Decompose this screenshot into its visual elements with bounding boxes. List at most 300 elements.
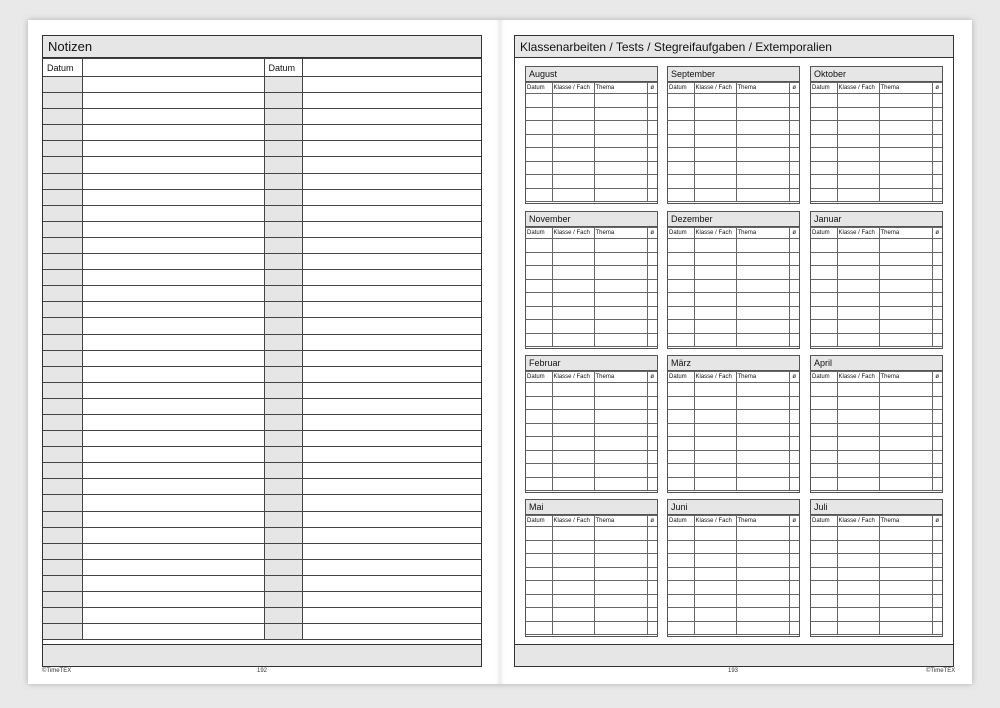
month-cell[interactable] — [647, 621, 657, 635]
month-cell[interactable] — [647, 188, 657, 202]
month-cell[interactable] — [526, 320, 552, 334]
notes-text-cell[interactable] — [302, 318, 481, 334]
notes-text-cell[interactable] — [302, 93, 481, 109]
notes-date-cell[interactable] — [264, 189, 302, 205]
notes-text-cell[interactable] — [82, 366, 264, 382]
notes-text-cell[interactable] — [302, 511, 481, 527]
month-cell[interactable] — [668, 266, 694, 280]
month-cell[interactable] — [811, 554, 837, 568]
month-cell[interactable] — [526, 423, 552, 437]
month-cell[interactable] — [811, 450, 837, 464]
notes-text-cell[interactable] — [302, 608, 481, 624]
notes-text-cell[interactable] — [82, 205, 264, 221]
month-cell[interactable] — [932, 239, 942, 253]
month-cell[interactable] — [932, 383, 942, 397]
notes-date-cell[interactable] — [43, 77, 82, 93]
month-cell[interactable] — [932, 306, 942, 320]
month-cell[interactable] — [594, 594, 647, 608]
notes-date-cell[interactable] — [264, 431, 302, 447]
notes-date-cell[interactable] — [264, 77, 302, 93]
month-cell[interactable] — [647, 94, 657, 108]
notes-text-cell[interactable] — [82, 141, 264, 157]
month-cell[interactable] — [647, 477, 657, 491]
month-cell[interactable] — [789, 477, 799, 491]
month-cell[interactable] — [932, 464, 942, 478]
notes-text-cell[interactable] — [302, 270, 481, 286]
month-cell[interactable] — [879, 320, 932, 334]
month-cell[interactable] — [594, 107, 647, 121]
month-cell[interactable] — [552, 554, 594, 568]
month-cell[interactable] — [811, 252, 837, 266]
notes-text-cell[interactable] — [82, 447, 264, 463]
month-cell[interactable] — [879, 266, 932, 280]
month-cell[interactable] — [526, 410, 552, 424]
notes-date-cell[interactable] — [264, 608, 302, 624]
month-cell[interactable] — [647, 540, 657, 554]
month-cell[interactable] — [594, 293, 647, 307]
notes-date-cell[interactable] — [43, 318, 82, 334]
month-cell[interactable] — [932, 279, 942, 293]
notes-text-cell[interactable] — [82, 575, 264, 591]
month-cell[interactable] — [694, 134, 736, 148]
notes-date-cell[interactable] — [43, 237, 82, 253]
month-cell[interactable] — [932, 107, 942, 121]
month-cell[interactable] — [879, 527, 932, 541]
notes-text-cell[interactable] — [82, 221, 264, 237]
month-cell[interactable] — [647, 608, 657, 622]
notes-date-cell[interactable] — [264, 109, 302, 125]
month-cell[interactable] — [668, 437, 694, 451]
notes-text-cell[interactable] — [82, 334, 264, 350]
month-cell[interactable] — [837, 320, 879, 334]
month-cell[interactable] — [811, 621, 837, 635]
month-cell[interactable] — [647, 581, 657, 595]
month-cell[interactable] — [811, 477, 837, 491]
month-cell[interactable] — [932, 527, 942, 541]
month-cell[interactable] — [736, 293, 789, 307]
month-cell[interactable] — [736, 107, 789, 121]
month-cell[interactable] — [837, 94, 879, 108]
month-cell[interactable] — [526, 293, 552, 307]
notes-date-cell[interactable] — [43, 559, 82, 575]
month-cell[interactable] — [668, 450, 694, 464]
month-cell[interactable] — [879, 581, 932, 595]
notes-date-cell[interactable] — [43, 366, 82, 382]
notes-date-cell[interactable] — [43, 414, 82, 430]
month-cell[interactable] — [879, 554, 932, 568]
month-cell[interactable] — [668, 148, 694, 162]
month-cell[interactable] — [526, 527, 552, 541]
notes-text-cell[interactable] — [302, 559, 481, 575]
notes-date-cell[interactable] — [264, 350, 302, 366]
month-cell[interactable] — [647, 266, 657, 280]
month-cell[interactable] — [879, 594, 932, 608]
month-cell[interactable] — [837, 333, 879, 347]
month-cell[interactable] — [647, 121, 657, 135]
notes-date-cell[interactable] — [264, 173, 302, 189]
month-cell[interactable] — [668, 134, 694, 148]
notes-date-cell[interactable] — [264, 527, 302, 543]
month-cell[interactable] — [736, 175, 789, 189]
month-cell[interactable] — [811, 437, 837, 451]
month-cell[interactable] — [594, 621, 647, 635]
month-cell[interactable] — [837, 306, 879, 320]
month-cell[interactable] — [837, 279, 879, 293]
month-cell[interactable] — [932, 396, 942, 410]
month-cell[interactable] — [736, 423, 789, 437]
notes-date-cell[interactable] — [43, 173, 82, 189]
month-cell[interactable] — [789, 148, 799, 162]
notes-date-cell[interactable] — [43, 398, 82, 414]
month-cell[interactable] — [879, 148, 932, 162]
notes-date-cell[interactable] — [264, 157, 302, 173]
month-cell[interactable] — [932, 148, 942, 162]
month-cell[interactable] — [736, 464, 789, 478]
month-cell[interactable] — [668, 464, 694, 478]
month-cell[interactable] — [594, 306, 647, 320]
notes-date-cell[interactable] — [43, 254, 82, 270]
notes-date-cell[interactable] — [43, 624, 82, 640]
notes-text-cell[interactable] — [82, 286, 264, 302]
month-cell[interactable] — [789, 464, 799, 478]
notes-date-cell[interactable] — [43, 608, 82, 624]
notes-date-cell[interactable] — [43, 495, 82, 511]
month-cell[interactable] — [837, 266, 879, 280]
month-cell[interactable] — [837, 437, 879, 451]
notes-text-cell[interactable] — [302, 141, 481, 157]
month-cell[interactable] — [668, 320, 694, 334]
month-cell[interactable] — [594, 464, 647, 478]
month-cell[interactable] — [668, 396, 694, 410]
month-cell[interactable] — [552, 594, 594, 608]
month-cell[interactable] — [811, 333, 837, 347]
month-cell[interactable] — [594, 266, 647, 280]
month-cell[interactable] — [811, 148, 837, 162]
month-cell[interactable] — [647, 306, 657, 320]
month-cell[interactable] — [837, 423, 879, 437]
month-cell[interactable] — [594, 383, 647, 397]
month-cell[interactable] — [647, 239, 657, 253]
notes-date-cell[interactable] — [264, 334, 302, 350]
month-cell[interactable] — [694, 252, 736, 266]
notes-date-cell[interactable] — [43, 205, 82, 221]
month-cell[interactable] — [789, 94, 799, 108]
month-cell[interactable] — [811, 423, 837, 437]
month-cell[interactable] — [594, 450, 647, 464]
month-cell[interactable] — [647, 437, 657, 451]
month-cell[interactable] — [736, 581, 789, 595]
month-cell[interactable] — [837, 540, 879, 554]
month-cell[interactable] — [789, 527, 799, 541]
month-cell[interactable] — [789, 320, 799, 334]
month-cell[interactable] — [526, 450, 552, 464]
month-cell[interactable] — [647, 396, 657, 410]
notes-date-cell[interactable] — [264, 93, 302, 109]
month-cell[interactable] — [526, 477, 552, 491]
month-cell[interactable] — [811, 383, 837, 397]
month-cell[interactable] — [736, 239, 789, 253]
month-cell[interactable] — [932, 567, 942, 581]
notes-text-cell[interactable] — [82, 527, 264, 543]
month-cell[interactable] — [811, 320, 837, 334]
month-cell[interactable] — [647, 279, 657, 293]
notes-text-cell[interactable] — [82, 302, 264, 318]
month-cell[interactable] — [668, 121, 694, 135]
month-cell[interactable] — [526, 134, 552, 148]
month-cell[interactable] — [647, 252, 657, 266]
month-cell[interactable] — [811, 608, 837, 622]
month-cell[interactable] — [594, 239, 647, 253]
month-cell[interactable] — [811, 594, 837, 608]
notes-date-cell[interactable] — [43, 527, 82, 543]
month-cell[interactable] — [837, 581, 879, 595]
month-cell[interactable] — [811, 107, 837, 121]
month-cell[interactable] — [694, 437, 736, 451]
month-cell[interactable] — [594, 252, 647, 266]
notes-text-cell[interactable] — [82, 157, 264, 173]
month-cell[interactable] — [552, 477, 594, 491]
month-cell[interactable] — [668, 567, 694, 581]
month-cell[interactable] — [668, 188, 694, 202]
month-cell[interactable] — [647, 527, 657, 541]
notes-date-cell[interactable] — [43, 93, 82, 109]
notes-date-cell[interactable] — [43, 431, 82, 447]
month-cell[interactable] — [594, 423, 647, 437]
notes-text-cell[interactable] — [302, 189, 481, 205]
month-cell[interactable] — [552, 188, 594, 202]
month-cell[interactable] — [837, 175, 879, 189]
notes-text-cell[interactable] — [82, 479, 264, 495]
month-cell[interactable] — [932, 293, 942, 307]
notes-text-cell[interactable] — [302, 366, 481, 382]
month-cell[interactable] — [811, 266, 837, 280]
notes-date-cell[interactable] — [264, 624, 302, 640]
month-cell[interactable] — [526, 396, 552, 410]
month-cell[interactable] — [736, 121, 789, 135]
month-cell[interactable] — [668, 540, 694, 554]
month-cell[interactable] — [837, 567, 879, 581]
month-cell[interactable] — [811, 239, 837, 253]
month-cell[interactable] — [932, 437, 942, 451]
month-cell[interactable] — [736, 450, 789, 464]
month-cell[interactable] — [594, 320, 647, 334]
notes-text-cell[interactable] — [302, 575, 481, 591]
month-cell[interactable] — [694, 188, 736, 202]
month-cell[interactable] — [694, 464, 736, 478]
month-cell[interactable] — [694, 175, 736, 189]
month-cell[interactable] — [879, 608, 932, 622]
month-cell[interactable] — [879, 293, 932, 307]
month-cell[interactable] — [594, 279, 647, 293]
month-cell[interactable] — [811, 396, 837, 410]
month-cell[interactable] — [552, 437, 594, 451]
notes-text-cell[interactable] — [82, 77, 264, 93]
month-cell[interactable] — [594, 540, 647, 554]
month-cell[interactable] — [736, 527, 789, 541]
month-cell[interactable] — [668, 252, 694, 266]
notes-text-cell[interactable] — [82, 109, 264, 125]
month-cell[interactable] — [552, 621, 594, 635]
notes-date-cell[interactable] — [43, 350, 82, 366]
month-cell[interactable] — [694, 477, 736, 491]
month-cell[interactable] — [668, 161, 694, 175]
notes-text-cell[interactable] — [302, 125, 481, 141]
month-cell[interactable] — [736, 188, 789, 202]
month-cell[interactable] — [789, 437, 799, 451]
month-cell[interactable] — [694, 107, 736, 121]
month-cell[interactable] — [526, 279, 552, 293]
notes-text-cell[interactable] — [302, 334, 481, 350]
month-cell[interactable] — [694, 608, 736, 622]
month-cell[interactable] — [789, 554, 799, 568]
month-cell[interactable] — [932, 581, 942, 595]
month-cell[interactable] — [526, 239, 552, 253]
month-cell[interactable] — [879, 540, 932, 554]
month-cell[interactable] — [789, 161, 799, 175]
month-cell[interactable] — [647, 464, 657, 478]
notes-text-cell[interactable] — [82, 559, 264, 575]
month-cell[interactable] — [647, 107, 657, 121]
month-cell[interactable] — [526, 94, 552, 108]
month-cell[interactable] — [811, 94, 837, 108]
month-cell[interactable] — [837, 608, 879, 622]
month-cell[interactable] — [837, 396, 879, 410]
month-cell[interactable] — [837, 383, 879, 397]
month-cell[interactable] — [552, 252, 594, 266]
notes-date-cell[interactable] — [43, 189, 82, 205]
month-cell[interactable] — [932, 188, 942, 202]
month-cell[interactable] — [811, 121, 837, 135]
notes-date-cell[interactable] — [264, 543, 302, 559]
month-cell[interactable] — [837, 450, 879, 464]
month-cell[interactable] — [526, 383, 552, 397]
notes-date-cell[interactable] — [264, 479, 302, 495]
month-cell[interactable] — [789, 266, 799, 280]
month-cell[interactable] — [789, 252, 799, 266]
month-cell[interactable] — [789, 423, 799, 437]
month-cell[interactable] — [736, 333, 789, 347]
notes-date-cell[interactable] — [43, 221, 82, 237]
month-cell[interactable] — [789, 188, 799, 202]
notes-text-cell[interactable] — [302, 109, 481, 125]
month-cell[interactable] — [932, 134, 942, 148]
month-cell[interactable] — [736, 161, 789, 175]
month-cell[interactable] — [668, 107, 694, 121]
month-cell[interactable] — [668, 423, 694, 437]
notes-date-cell[interactable] — [264, 221, 302, 237]
month-cell[interactable] — [526, 333, 552, 347]
month-cell[interactable] — [647, 423, 657, 437]
month-cell[interactable] — [837, 464, 879, 478]
month-cell[interactable] — [594, 94, 647, 108]
month-cell[interactable] — [811, 567, 837, 581]
month-cell[interactable] — [789, 107, 799, 121]
month-cell[interactable] — [789, 410, 799, 424]
notes-text-cell[interactable] — [82, 398, 264, 414]
month-cell[interactable] — [879, 188, 932, 202]
month-cell[interactable] — [694, 423, 736, 437]
month-cell[interactable] — [594, 161, 647, 175]
month-cell[interactable] — [879, 161, 932, 175]
month-cell[interactable] — [932, 333, 942, 347]
month-cell[interactable] — [552, 567, 594, 581]
month-cell[interactable] — [647, 383, 657, 397]
notes-date-cell[interactable] — [43, 109, 82, 125]
month-cell[interactable] — [552, 608, 594, 622]
notes-date-cell[interactable] — [43, 575, 82, 591]
notes-text-cell[interactable] — [302, 157, 481, 173]
notes-text-cell[interactable] — [82, 189, 264, 205]
month-cell[interactable] — [789, 383, 799, 397]
month-cell[interactable] — [526, 540, 552, 554]
month-cell[interactable] — [879, 383, 932, 397]
month-cell[interactable] — [647, 410, 657, 424]
notes-date-cell[interactable] — [43, 447, 82, 463]
month-cell[interactable] — [694, 320, 736, 334]
notes-text-cell[interactable] — [302, 350, 481, 366]
notes-text-cell[interactable] — [302, 205, 481, 221]
month-cell[interactable] — [694, 239, 736, 253]
month-cell[interactable] — [526, 175, 552, 189]
month-cell[interactable] — [668, 594, 694, 608]
month-cell[interactable] — [552, 134, 594, 148]
month-cell[interactable] — [789, 396, 799, 410]
notes-date-cell[interactable] — [43, 543, 82, 559]
notes-text-cell[interactable] — [302, 624, 481, 640]
month-cell[interactable] — [932, 121, 942, 135]
month-cell[interactable] — [552, 450, 594, 464]
month-cell[interactable] — [837, 148, 879, 162]
month-cell[interactable] — [736, 554, 789, 568]
notes-text-cell[interactable] — [82, 414, 264, 430]
month-cell[interactable] — [837, 621, 879, 635]
month-cell[interactable] — [526, 567, 552, 581]
notes-date-cell[interactable] — [264, 318, 302, 334]
month-cell[interactable] — [789, 540, 799, 554]
month-cell[interactable] — [837, 121, 879, 135]
month-cell[interactable] — [668, 333, 694, 347]
month-cell[interactable] — [789, 306, 799, 320]
month-cell[interactable] — [879, 333, 932, 347]
month-cell[interactable] — [526, 608, 552, 622]
month-cell[interactable] — [736, 567, 789, 581]
month-cell[interactable] — [526, 554, 552, 568]
month-cell[interactable] — [879, 252, 932, 266]
month-cell[interactable] — [594, 527, 647, 541]
notes-date-cell[interactable] — [43, 270, 82, 286]
month-cell[interactable] — [811, 464, 837, 478]
month-cell[interactable] — [552, 383, 594, 397]
month-cell[interactable] — [811, 134, 837, 148]
notes-text-cell[interactable] — [302, 302, 481, 318]
month-cell[interactable] — [526, 148, 552, 162]
month-cell[interactable] — [526, 581, 552, 595]
month-cell[interactable] — [647, 175, 657, 189]
month-cell[interactable] — [526, 621, 552, 635]
month-cell[interactable] — [647, 594, 657, 608]
month-cell[interactable] — [552, 423, 594, 437]
month-cell[interactable] — [526, 437, 552, 451]
month-cell[interactable] — [647, 161, 657, 175]
month-cell[interactable] — [789, 567, 799, 581]
month-cell[interactable] — [647, 148, 657, 162]
month-cell[interactable] — [736, 477, 789, 491]
month-cell[interactable] — [879, 175, 932, 189]
month-cell[interactable] — [647, 320, 657, 334]
month-cell[interactable] — [736, 320, 789, 334]
notes-date-cell[interactable] — [43, 463, 82, 479]
month-cell[interactable] — [736, 621, 789, 635]
